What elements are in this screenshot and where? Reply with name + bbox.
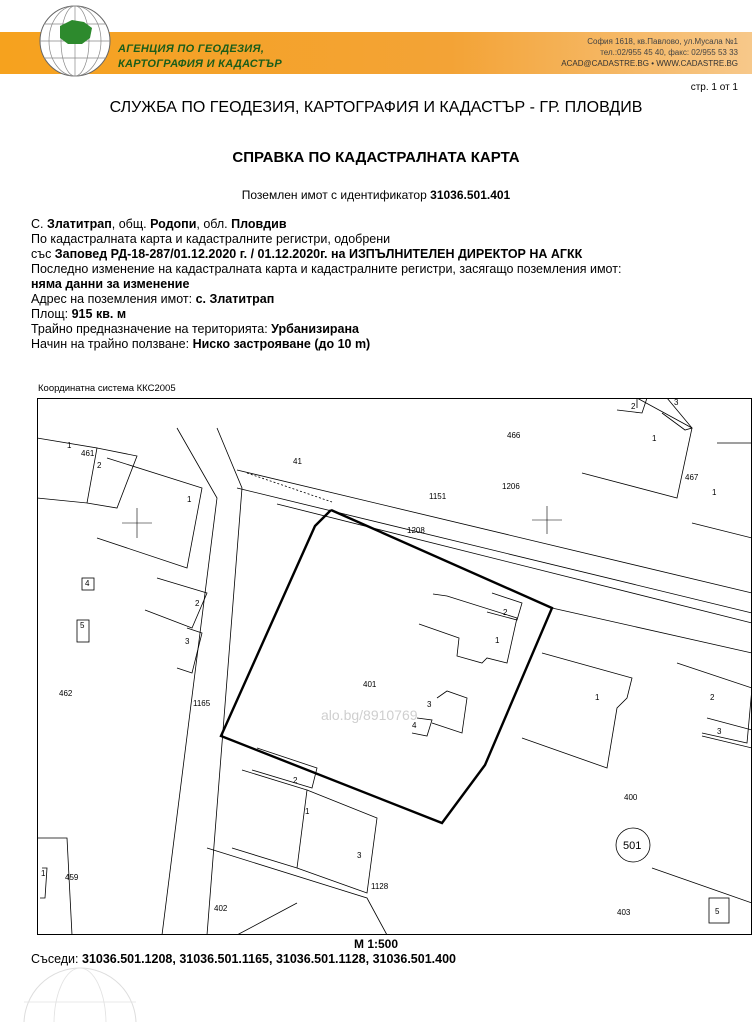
property-info [31,217,621,352]
footer-globe-icon [20,962,140,1022]
map-label-n2: 2 [195,599,200,608]
area-line [31,307,621,322]
map-label-n5: 5 [80,621,85,630]
purpose-label: Трайно предназначение на територията: [31,322,272,336]
village-prefix: С. [31,217,47,231]
map-label-n5: 5 [715,907,720,916]
map-label-n1: 1 [41,869,46,878]
identifier-line [0,188,752,202]
map-label-1165: 1165 [193,699,211,708]
neighbours-value: 31036.501.1208, 31036.501.1165, 31036.501.1128, 31036.501.400 [82,952,456,966]
area-label: Площ: [31,307,72,321]
map-label-n1: 1 [187,495,192,504]
watermark: alo.bg/8910769 [321,707,418,723]
address-label: Адрес на поземления имот: [31,292,196,306]
map-label-n3: 3 [427,700,432,709]
service-name: СЛУЖБА ПО ГЕОДЕЗИЯ, КАРТОГРАФИЯ И КАДАСТЪР - ГР. ПЛОВДИВ [109,99,643,116]
last-change-label: Последно изменение на кадастралната карта и кадастралните регистри, засягащо поземления имот: [31,262,622,276]
map-scale: М 1:500 [353,937,399,951]
address-line [31,292,621,307]
document-title: СПРАВКА ПО КАДАСТРАЛНАТА КАРТА [232,149,520,166]
map-label-501: 501 [623,840,642,852]
map-label-n1: 1 [67,441,72,450]
map-label-41: 41 [293,457,302,466]
map-label-1128: 1128 [371,882,389,891]
approved-line: По кадастралната карта и кадастралните регистри, одобрени [31,232,391,246]
map-label-n1: 1 [595,693,600,702]
last-change-value [31,277,621,292]
map-label-n2: 2 [631,402,636,411]
purpose-line [31,322,621,337]
map-label-462: 462 [59,689,73,698]
page-number: стр. 1 от 1 [690,82,738,93]
map-label-n3: 3 [357,851,362,860]
region: Пловдив [231,217,287,231]
map-label-n1: 1 [305,807,310,816]
map-label-1208: 1208 [407,526,425,535]
map-label-400: 400 [624,793,638,802]
order-value: Заповед РД-18-287/01.12.2020 г. / 01.12.2020г. на ИЗПЪЛНИТЕЛЕН ДИРЕКТОР НА АГКК [54,247,583,261]
map-label-401: 401 [363,680,377,689]
map-label-402: 402 [214,904,228,913]
map-label-1206: 1206 [502,482,520,491]
map-label-n4: 4 [85,579,90,588]
identifier-label: Поземлен имот с идентификатор [241,188,427,202]
last-change-text: няма данни за изменение [31,277,190,291]
region-prefix: , обл. [196,217,232,231]
map-label-n2: 2 [503,608,508,617]
cadastral-map [37,398,752,935]
map-label-n2: 2 [293,776,298,785]
map-label-n3: 3 [674,398,679,407]
usage-line [31,337,621,352]
address-value: с. Златитрап [195,292,275,306]
usage-value: Ниско застрояване (до 10 m) [192,337,371,351]
usage-label: Начин на трайно ползване: [31,337,193,351]
map-label-n4: 4 [412,721,417,730]
agency-logo-globe-icon [38,4,112,78]
coordinate-system: Координатна система ККС2005 [38,383,176,394]
order-prefix: със [31,247,55,261]
map-label-n1: 1 [652,434,657,443]
agency-address: София 1618, кв.Павлово, ул.Мусала №1 [587,37,738,46]
agency-phone: тел.:02/955 45 40, факс: 02/955 53 33 [600,48,738,57]
purpose-value: Урбанизирана [271,322,360,336]
municipality-prefix: , общ. [111,217,151,231]
agency-name-line2: КАРТОГРАФИЯ И КАДАСТЪР [118,58,282,70]
neighbours-label: Съседи: [31,952,82,966]
map-label-n1: 1 [495,636,500,645]
municipality: Родопи [150,217,197,231]
map-label-1151: 1151 [429,492,447,501]
map-label-461: 461 [81,449,95,458]
map-label-n3: 3 [717,727,722,736]
map-label-466: 466 [507,431,521,440]
map-label-n2: 2 [710,693,715,702]
order-line [31,247,621,262]
map-label-403: 403 [617,908,631,917]
agency-contact [561,36,738,69]
village: Златитрап [46,217,112,231]
map-label-467: 467 [685,473,699,482]
location-line [31,217,621,232]
map-label-459: 459 [65,873,79,882]
map-label-n2: 2 [97,461,102,470]
map-label-n3: 3 [185,637,190,646]
map-label-n1: 1 [712,488,717,497]
area-value: 915 кв. м [71,307,127,321]
agency-name-line1: АГЕНЦИЯ ПО ГЕОДЕЗИЯ, [118,43,265,55]
agency-web: ACAD@CADASTRE.BG • WWW.CADASTRE.BG [561,59,738,68]
agency-name [118,42,282,72]
identifier-value: 31036.501.401 [430,188,511,202]
